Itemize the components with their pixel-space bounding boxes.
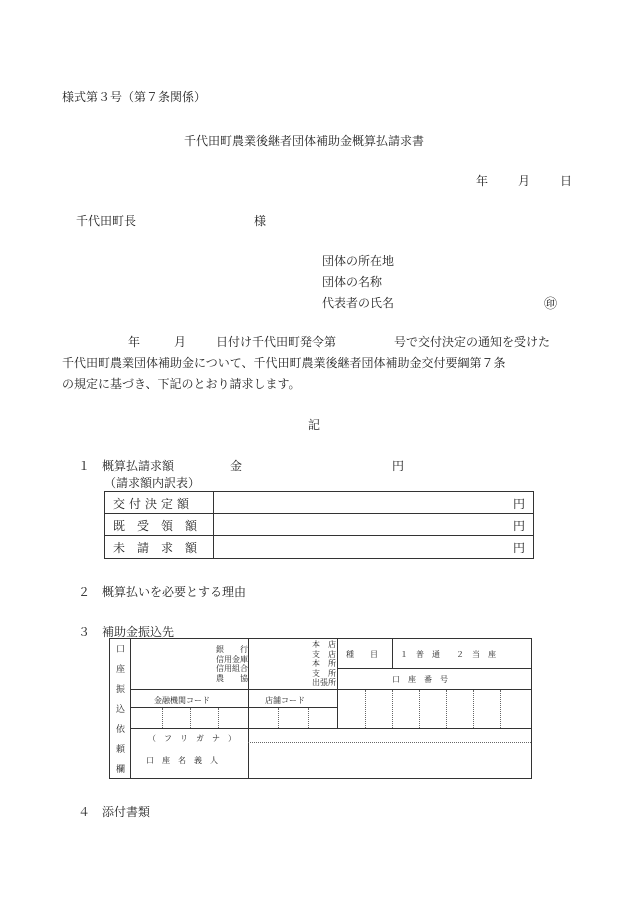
section2-label: 概算払いを必要とする理由 <box>102 585 247 599</box>
row-label-miseikyu: 未請求額 <box>113 541 210 555</box>
body-line1-end: 号で交付決定の通知を受けた <box>394 335 551 349</box>
account-holder-label: 口 座 名 義 人 <box>146 756 218 765</box>
row-label-kofu: 交付決定額 <box>113 497 194 511</box>
section4-label: 添付書類 <box>102 805 151 819</box>
section3-label: 補助金振込先 <box>102 625 175 639</box>
recipient-honorific: 様 <box>254 214 267 228</box>
section1-number: １ <box>78 459 91 473</box>
document-title: 千代田町農業後継者団体補助金概算払請求書 <box>184 134 425 148</box>
body-year: 年 <box>128 335 141 349</box>
breakdown-label: （請求額内訳表） <box>104 476 201 490</box>
kind-label: 種 目 <box>346 650 378 659</box>
body-line3: の規定に基づき、下記のとおり請求します。 <box>62 377 301 391</box>
kind-options: １ 普 通 ２ 当 座 <box>400 650 496 659</box>
furigana-label: （ フ リ ガ ナ ） <box>148 734 236 743</box>
bank-transfer-table <box>109 638 532 779</box>
form-number: 様式第３号（第７条関係） <box>62 90 207 104</box>
applicant-rep-label: 代表者の氏名 <box>322 296 395 310</box>
bank-types: 銀 行 信用金庫 信用組合 農 協 <box>216 645 248 683</box>
branch-code-label: 店舗コード <box>265 696 305 705</box>
section4-number: ４ <box>78 805 91 819</box>
account-number-label: 口 座 番 号 <box>392 675 448 684</box>
breakdown-table <box>104 491 534 559</box>
date-day: 日 <box>560 174 573 188</box>
section2-number: ２ <box>78 585 91 599</box>
seal-mark: ㊞ <box>544 297 558 312</box>
row-yen-kofu: 円 <box>512 497 525 511</box>
date-year: 年 <box>476 174 489 188</box>
body-line1: 日付け千代田町発令第 <box>216 335 337 349</box>
section1-yen: 円 <box>392 459 405 473</box>
applicant-name-label: 団体の名称 <box>322 275 383 289</box>
ki-heading: 記 <box>308 418 321 432</box>
body-month: 月 <box>174 335 187 349</box>
section3-number: ３ <box>78 625 91 639</box>
side-label: 口 座 振 込 依 頼 欄 <box>116 645 126 775</box>
date-month: 月 <box>518 174 531 188</box>
section1-label: 概算払請求額 <box>102 459 175 473</box>
bank-code-label: 金融機関コード <box>154 696 210 705</box>
recipient-name: 千代田町長 <box>76 214 137 228</box>
branch-types: 本 店 支 店 本 所 支 所 出張所 <box>312 640 336 687</box>
row-label-kijuryo: 既受領額 <box>113 519 210 533</box>
row-yen-miseikyu: 円 <box>512 541 525 555</box>
applicant-address-label: 団体の所在地 <box>322 254 395 268</box>
body-line2: 千代田町農業団体補助金について、千代田町農業後継者団体補助金交付要綱第７条 <box>62 356 506 370</box>
section1-kin: 金 <box>230 459 243 473</box>
row-yen-kijuryo: 円 <box>512 519 525 533</box>
